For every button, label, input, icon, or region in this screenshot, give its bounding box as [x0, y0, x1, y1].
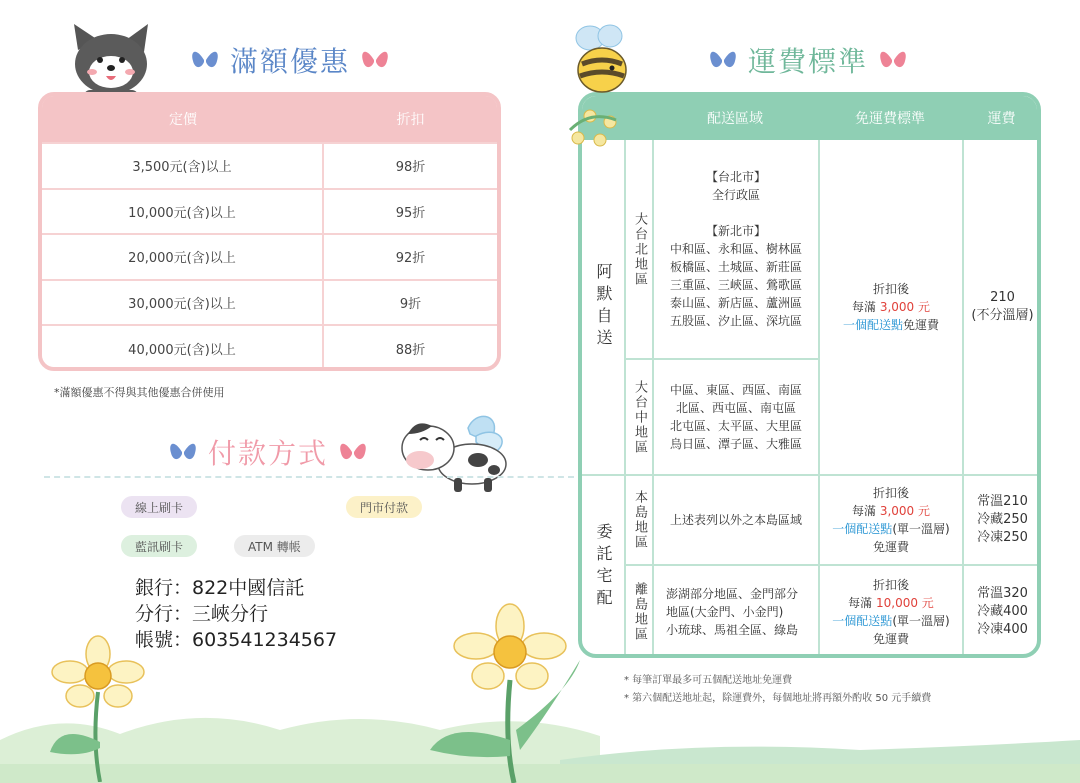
fee-value: 冷凍250 — [977, 530, 1028, 545]
taipei-areas — [654, 140, 818, 358]
header-area: 配送區域 — [707, 111, 763, 127]
online-card-pill: 線上刷卡 — [121, 496, 197, 518]
table-row — [42, 142, 497, 188]
bank-line: 銀行：822中國信託 — [135, 577, 305, 599]
rule-line: 每滿 10,000 元 — [848, 596, 934, 610]
island-area — [654, 566, 818, 658]
table-row — [42, 279, 497, 325]
delivery-point-text: 一個配送點 — [832, 614, 893, 628]
discount-cell: 95折 — [395, 205, 426, 221]
discount-cell: 9折 — [399, 297, 422, 313]
self-free-rule — [820, 140, 962, 474]
header-free: 免運費標準 — [855, 111, 925, 127]
blue-butterfly-icon — [190, 47, 220, 73]
area-line: 澎湖部分地區、金門部分 — [666, 587, 799, 601]
rule-line: 一個配送點(單一溫層) — [832, 614, 950, 628]
rule-line: 免運費 — [872, 540, 909, 554]
discount-table — [38, 92, 501, 371]
area-line: 北屯區、太平區、大里區 — [669, 419, 802, 433]
mainland-free-rule — [820, 476, 962, 564]
shipping-footnote-2: * 第六個配送地址起，除運費外，每個地址將再額外酌收 50 元手續費 — [624, 693, 932, 704]
header-discount: 折扣 — [396, 112, 425, 128]
area-line: 地區(大金門、小金門) — [666, 605, 784, 619]
region-taichung-label: 大台中地區 — [632, 379, 647, 455]
rule-line: 一個配送點(單一溫層) — [832, 522, 950, 536]
branch-line: 分行：三峽分行 — [135, 603, 269, 625]
rule-line: 每滿 3,000 元 — [852, 300, 930, 314]
discount-heading — [190, 40, 390, 80]
group-self-delivery: 阿默自送 — [594, 263, 613, 351]
rule-line: 折扣後 — [872, 282, 909, 296]
price-cell: 3,500元(含)以上 — [42, 144, 324, 188]
area-line: 板橋區、土城區、新莊區 — [669, 260, 802, 274]
fee-note: (不分溫層) — [971, 308, 1034, 323]
table-row — [42, 233, 497, 279]
pink-butterfly-icon — [360, 47, 390, 73]
area-line: 北區、西屯區、南屯區 — [675, 401, 796, 415]
cow-mascot-icon — [398, 408, 520, 498]
fee-value: 210 — [990, 290, 1015, 305]
rule-line: 免運費 — [872, 632, 909, 646]
island-free-rule — [820, 566, 962, 658]
area-line: 三重區、三峽區、鶯歌區 — [669, 278, 802, 292]
fee-value: 冷凍400 — [977, 622, 1028, 637]
area-line: 全行政區 — [711, 188, 760, 202]
store-pay-pill: 門市付款 — [346, 496, 422, 518]
rule-line: 折扣後 — [872, 578, 909, 592]
pink-butterfly-icon — [338, 439, 368, 465]
blue-butterfly-icon — [708, 47, 738, 73]
price-cell: 40,000元(含)以上 — [42, 326, 324, 370]
payment-heading — [168, 432, 368, 472]
bee-mascot-icon — [560, 20, 640, 150]
delivery-point-text: 一個配送點 — [842, 318, 903, 332]
threshold-amount: 3,000 元 — [879, 300, 930, 314]
daisy-flower-icon — [430, 600, 580, 783]
threshold-amount: 3,000 元 — [879, 504, 930, 518]
table-row — [42, 188, 497, 234]
header-fee: 運費 — [987, 111, 1016, 127]
atm-pill: ATM 轉帳 — [234, 535, 315, 557]
fee-value: 常溫320 — [977, 586, 1028, 601]
shipping-footnote-1: * 每筆訂單最多可五個配送地址免運費 — [624, 675, 793, 686]
region-taipei-label: 大台北地區 — [632, 211, 647, 287]
daisy-flower-icon — [40, 632, 160, 782]
discount-table-header — [42, 96, 497, 142]
self-fee — [964, 140, 1041, 474]
area-line: 五股區、汐止區、深坑區 — [669, 314, 802, 328]
fee-value: 冷藏400 — [977, 604, 1028, 619]
area-line: 中和區、永和區、樹林區 — [669, 242, 802, 256]
rule-line: 每滿 3,000 元 — [852, 504, 930, 518]
taichung-areas — [654, 360, 818, 474]
fee-value: 常溫210 — [977, 494, 1028, 509]
fee-value: 冷藏250 — [977, 512, 1028, 527]
delivery-point-text: 一個配送點 — [832, 522, 893, 536]
mainland-area: 上述表列以外之本島區域 — [669, 513, 802, 527]
group-courier: 委託宅配 — [594, 523, 613, 611]
rule-line: 一個配送點免運費 — [842, 318, 940, 332]
area-line: 小琉球、馬祖全區、綠島 — [666, 623, 799, 637]
payment-divider — [44, 476, 574, 478]
shipping-table — [578, 92, 1041, 658]
blue-butterfly-icon — [168, 439, 198, 465]
area-line: 中區、東區、西區、南區 — [669, 383, 802, 397]
price-cell: 20,000元(含)以上 — [42, 235, 324, 279]
payment-title: 付款方式 — [208, 437, 329, 470]
region-island-label: 離島地區 — [632, 582, 647, 642]
shipping-table-header — [582, 96, 1037, 140]
table-row — [42, 324, 497, 370]
newebpay-card-pill: 藍訊刷卡 — [121, 535, 197, 557]
rule-line: 折扣後 — [872, 486, 909, 500]
price-cell: 30,000元(含)以上 — [42, 281, 324, 325]
discount-title: 滿額優惠 — [230, 45, 351, 78]
bank-info — [135, 575, 337, 653]
pink-butterfly-icon — [878, 47, 908, 73]
discount-cell: 88折 — [395, 342, 426, 358]
shipping-title: 運費標準 — [748, 45, 869, 78]
island-fee — [964, 566, 1041, 658]
account-line: 帳號：603541234567 — [135, 629, 338, 651]
threshold-amount: 10,000 元 — [876, 596, 934, 610]
price-cell: 10,000元(含)以上 — [42, 190, 324, 234]
shipping-heading — [708, 40, 908, 80]
discount-cell: 92折 — [395, 251, 426, 267]
header-price: 定價 — [169, 112, 197, 128]
region-mainland-label: 本島地區 — [632, 490, 647, 550]
discount-cell: 98折 — [395, 160, 426, 176]
area-line: 烏日區、潭子區、大雅區 — [669, 437, 802, 451]
discount-note: *滿額優惠不得與其他優惠合併使用 — [54, 386, 225, 399]
area-line: 【台北市】 — [705, 170, 766, 184]
mainland-fee — [964, 476, 1041, 564]
area-line: 【新北市】 — [705, 224, 766, 238]
area-line: 泰山區、新店區、蘆洲區 — [669, 296, 802, 310]
